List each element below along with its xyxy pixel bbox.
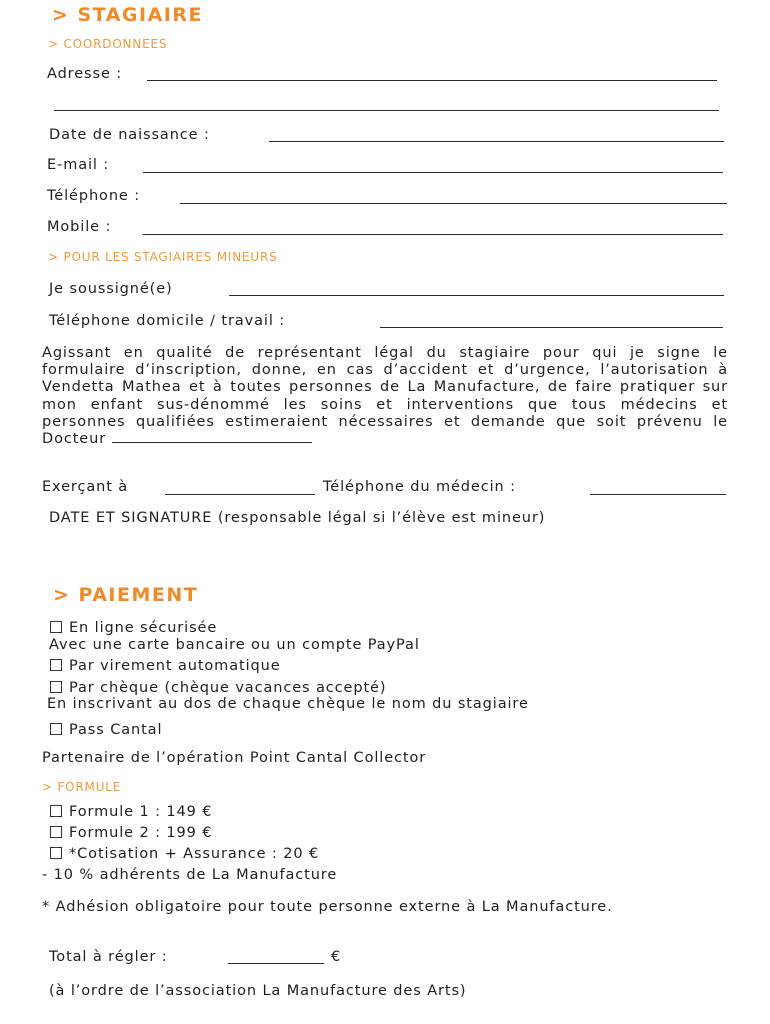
- formule-heading: > FORMULE: [42, 780, 122, 794]
- exercant-field[interactable]: [165, 494, 315, 495]
- checkbox-icon[interactable]: [50, 659, 62, 671]
- adhesion-note: * Adhésion obligatoire pour toute personne externe à La Manufacture.: [42, 899, 613, 915]
- paiement-option[interactable]: [50, 680, 386, 696]
- telephone-label: Téléphone :: [47, 188, 141, 204]
- mineurs-heading: > POUR LES STAGIAIRES MINEURS: [48, 250, 278, 264]
- paiement-option-label: Par chèque (chèque vacances accepté): [69, 680, 387, 696]
- docteur-field[interactable]: [112, 431, 312, 443]
- formule-option[interactable]: [50, 825, 212, 841]
- checkbox-icon[interactable]: [50, 805, 62, 817]
- tel-domicile-label: Téléphone domicile / travail :: [49, 313, 286, 329]
- adresse-field[interactable]: [147, 80, 717, 81]
- paiement-option[interactable]: [50, 722, 162, 738]
- total-currency: €: [331, 949, 342, 965]
- total-field[interactable]: [228, 963, 324, 964]
- total-label: Total à régler :: [49, 949, 168, 965]
- email-field[interactable]: [143, 172, 723, 173]
- mobile-label: Mobile :: [47, 219, 112, 235]
- coordonnees-heading: > COORDONNEES: [48, 37, 168, 51]
- formule-option-label: *Cotisation + Assurance : 20 €: [69, 846, 320, 862]
- paiement-option[interactable]: [50, 658, 281, 674]
- date-naissance-label: Date de naissance :: [49, 127, 210, 143]
- telephone-field[interactable]: [180, 203, 727, 204]
- ordre-text: (à l’ordre de l’association La Manufacture des Arts): [49, 983, 467, 999]
- email-label: E-mail :: [47, 157, 110, 173]
- formule-option-label: Formule 1 : 149 €: [69, 804, 213, 820]
- formule-option-label: Formule 2 : 199 €: [69, 825, 213, 841]
- tel-domicile-field[interactable]: [380, 327, 723, 328]
- formule-option[interactable]: [50, 846, 319, 862]
- paiement-option-label: En ligne sécurisée: [69, 620, 218, 636]
- exercant-label: Exerçant à: [42, 479, 129, 495]
- partenaire-text: Partenaire de l’opération Point Cantal Collector: [42, 750, 427, 766]
- authorization-text: Agissant en qualité de représentant légal du stagiaire pour qui je signe le formulaire d’inscription, donne, en cas d’accident et d’urgence, l’autorisation à Vendetta Mathea et à toutes personnes de La Manufacture, de faire pratiquer sur mon enfant sus-dénommé les soins et interventions que tous médecins et personnes qualifiées estimeraient nécessaires et demande que soit prévenu le Docteur: [42, 345, 728, 448]
- paiement-option-note: En inscrivant au dos de chaque chèque le nom du stagiaire: [47, 696, 529, 712]
- checkbox-icon[interactable]: [50, 723, 62, 735]
- date-naissance-field[interactable]: [269, 141, 724, 142]
- adresse-label: Adresse :: [47, 66, 123, 82]
- date-signature: DATE ET SIGNATURE (responsable légal si l’élève est mineur): [49, 510, 546, 526]
- checkbox-icon[interactable]: [50, 847, 62, 859]
- soussigne-field[interactable]: [229, 295, 724, 296]
- paiement-title: > PAIEMENT: [53, 584, 199, 606]
- discount-text: - 10 % adhérents de La Manufacture: [42, 867, 338, 883]
- formule-option[interactable]: [50, 804, 212, 820]
- checkbox-icon[interactable]: [50, 681, 62, 693]
- checkbox-icon[interactable]: [50, 621, 62, 633]
- adresse-field-line2[interactable]: [54, 110, 719, 111]
- mobile-field[interactable]: [143, 234, 723, 235]
- authorization-paragraph: [42, 345, 728, 448]
- paiement-option-label: Par virement automatique: [69, 658, 281, 674]
- checkbox-icon[interactable]: [50, 826, 62, 838]
- paiement-option-label: Pass Cantal: [69, 722, 163, 738]
- paiement-option-note: Avec une carte bancaire ou un compte PayPal: [49, 637, 420, 653]
- soussigne-label: Je soussigné(e): [49, 281, 173, 297]
- stagiaire-title: > STAGIAIRE: [52, 4, 203, 26]
- paiement-option[interactable]: [50, 620, 217, 636]
- tel-medecin-label: Téléphone du médecin :: [323, 479, 516, 495]
- tel-medecin-field[interactable]: [590, 494, 726, 495]
